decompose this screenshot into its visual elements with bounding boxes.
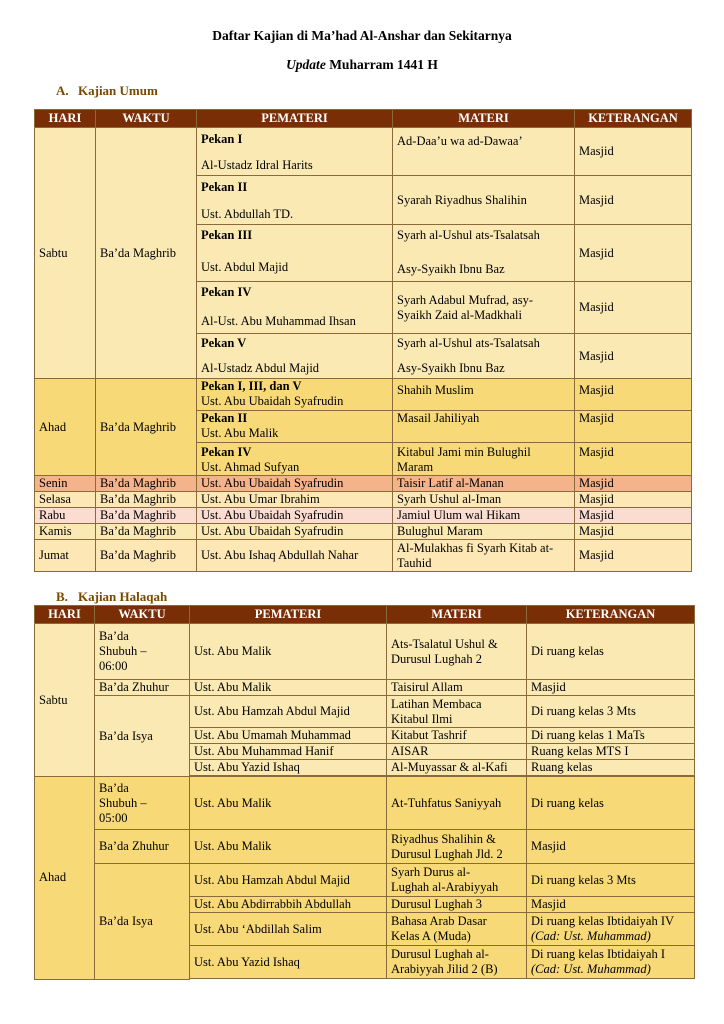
hari-cell: Sabtu [35, 624, 95, 777]
hari-cell: Rabu [35, 508, 96, 524]
pemateri-cell: Pekan II Ust. Abu Malik [197, 411, 393, 443]
pemateri-cell: Ust. Abu Abdirrabbih Abdullah [190, 897, 387, 913]
pemateri-cell: Ust. Abu Muhammad Hanif [190, 744, 387, 760]
keterangan-cell: Di ruang kelas 1 MaTs [527, 728, 695, 744]
pemateri-cell: Ust. Abu Malik [190, 624, 387, 680]
waktu-cell: Ba’da Zhuhur [95, 830, 190, 864]
table-row [35, 680, 695, 696]
table-row [35, 476, 692, 492]
materi-cell: Bulughul Maram [393, 524, 575, 540]
section-b-heading: B. Kajian Halaqah [56, 589, 168, 604]
header-row [35, 606, 695, 624]
materi-cell: At-Tuhfatus Saniyyah [387, 777, 527, 830]
table-row [35, 524, 692, 540]
materi-cell: Syarh Ushul al-Iman [393, 492, 575, 508]
keterangan-cell: Masjid [575, 379, 692, 411]
materi-cell: Al-Mulakhas fi Syarh Kitab at- Tauhid [393, 540, 575, 572]
materi-cell: Riyadhus Shalihin & Durusul Lughah Jld. 2 [387, 830, 527, 864]
pemateri-cell: Ust. Abu Hamzah Abdul Majid [190, 696, 387, 728]
pemateri-cell: Ust. Abu Yazid Ishaq [190, 946, 387, 979]
materi-cell: Syarah Riyadhus Shalihin [393, 176, 575, 225]
keterangan-cell: Masjid [575, 128, 692, 176]
hari-cell: Ahad [35, 379, 96, 476]
pemateri-cell: Ust. Abu Malik [190, 830, 387, 864]
update-word: Update [286, 57, 326, 72]
waktu-cell: Ba’da Zhuhur [95, 680, 190, 696]
col-keterangan: KETERANGAN [527, 606, 695, 624]
keterangan-cell: Masjid [575, 524, 692, 540]
materi-cell: Ats-Tsalatul Ushul & Durusul Lughah 2 [387, 624, 527, 680]
waktu-cell: Ba’da Shubuh – 06:00 [95, 624, 190, 680]
update-line [0, 57, 724, 73]
pemateri-cell: Ust. Abu Umar Ibrahim [197, 492, 393, 508]
keterangan-cell: Ruang kelas [527, 760, 695, 776]
table-row [35, 492, 692, 508]
keterangan-cell: Masjid [527, 680, 695, 696]
materi-cell: Syarh Adabul Mufrad, asy- Syaikh Zaid al-Madkhali [393, 282, 575, 334]
materi-cell: Syarh Durus al- Lughah al-Arabiyyah [387, 864, 527, 897]
pemateri-cell: Ust. Abu Malik [190, 777, 387, 830]
pemateri-cell: Pekan II Ust. Abdullah TD. [197, 176, 393, 225]
materi-cell: Kitabut Tashrif [387, 728, 527, 744]
col-pemateri: PEMATERI [197, 110, 393, 128]
materi-cell: AISAR [387, 744, 527, 760]
keterangan-cell: Di ruang kelas Ibtidaiyah I (Cad: Ust. Muhammad) [527, 946, 695, 979]
waktu-cell: Ba’da Maghrib [96, 524, 197, 540]
table-row [35, 379, 692, 411]
waktu-cell: Ba’da Maghrib [96, 540, 197, 572]
table-row [35, 508, 692, 524]
waktu-cell: Ba’da Maghrib [96, 476, 197, 492]
waktu-cell: Ba’da Maghrib [96, 379, 197, 476]
table-row [35, 128, 692, 176]
pemateri-cell: Ust. Abu Ubaidah Syafrudin [197, 508, 393, 524]
keterangan-cell: Masjid [527, 897, 695, 913]
hari-cell: Selasa [35, 492, 96, 508]
keterangan-cell: Masjid [575, 334, 692, 379]
hari-cell: Jumat [35, 540, 96, 572]
materi-cell: Taisir Latif al-Manan [393, 476, 575, 492]
materi-cell: Durusul Lughah 3 [387, 897, 527, 913]
keterangan-cell: Di ruang kelas [527, 777, 695, 830]
keterangan-cell: Di ruang kelas Ibtidaiyah IV (Cad: Ust. Muhammad) [527, 913, 695, 946]
keterangan-cell: Di ruang kelas [527, 624, 695, 680]
hari-cell: Kamis [35, 524, 96, 540]
col-hari: HARI [35, 606, 95, 624]
materi-cell: Ad-Daa’u wa ad-Dawaa’ [393, 128, 575, 176]
kajian-halaqah-table [34, 605, 695, 980]
materi-cell: Bahasa Arab Dasar Kelas A (Muda) [387, 913, 527, 946]
keterangan-cell: Di ruang kelas 3 Mts [527, 864, 695, 897]
table-row [35, 624, 695, 680]
pemateri-cell: Ust. Abu Malik [190, 680, 387, 696]
keterangan-cell: Masjid [575, 443, 692, 476]
materi-cell: Taisirul Allam [387, 680, 527, 696]
col-waktu: WAKTU [95, 606, 190, 624]
materi-cell: Masail Jahiliyah [393, 411, 575, 443]
pemateri-cell: Ust. Abu Ubaidah Syafrudin [197, 524, 393, 540]
col-materi: MATERI [387, 606, 527, 624]
pemateri-cell: Pekan I, III, dan V Ust. Abu Ubaidah Syafrudin [197, 379, 393, 411]
col-keterangan: KETERANGAN [575, 110, 692, 128]
waktu-cell: Ba’da Shubuh – 05:00 [95, 777, 190, 830]
col-materi: MATERI [393, 110, 575, 128]
update-date: Muharram 1441 H [325, 57, 438, 72]
keterangan-cell: Masjid [575, 508, 692, 524]
keterangan-cell: Masjid [575, 492, 692, 508]
kajian-umum-table [34, 109, 692, 572]
keterangan-cell: Di ruang kelas 3 Mts [527, 696, 695, 728]
header-row [35, 110, 692, 128]
section-a-heading: A. Kajian Umum [56, 83, 158, 98]
keterangan-cell: Masjid [575, 411, 692, 443]
page-title: Daftar Kajian di Ma’had Al-Anshar dan Sekitarnya [212, 28, 512, 43]
col-hari: HARI [35, 110, 96, 128]
keterangan-cell: Masjid [575, 225, 692, 282]
materi-cell: Shahih Muslim [393, 379, 575, 411]
col-waktu: WAKTU [96, 110, 197, 128]
table-row [35, 696, 695, 728]
col-pemateri: PEMATERI [190, 606, 387, 624]
hari-cell: Sabtu [35, 128, 96, 379]
waktu-cell: Ba’da Maghrib [96, 128, 197, 379]
waktu-cell: Ba’da Maghrib [96, 508, 197, 524]
pemateri-cell: Ust. Abu Ubaidah Syafrudin [197, 476, 393, 492]
keterangan-cell: Masjid [527, 830, 695, 864]
materi-cell: Al-Muyassar & al-Kafi [387, 760, 527, 776]
table-row [35, 777, 695, 830]
materi-cell: Jamiul Ulum wal Hikam [393, 508, 575, 524]
table-row [35, 540, 692, 572]
waktu-cell: Ba’da Isya [95, 864, 190, 980]
materi-cell: Latihan Membaca Kitabul Ilmi [387, 696, 527, 728]
pemateri-cell: Pekan V Al-Ustadz Abdul Majid [197, 334, 393, 379]
pemateri-cell: Ust. Abu Umamah Muhammad [190, 728, 387, 744]
table-row [35, 830, 695, 864]
pemateri-cell: Ust. Abu Hamzah Abdul Majid [190, 864, 387, 897]
waktu-cell: Ba’da Isya [95, 696, 190, 777]
keterangan-cell: Masjid [575, 540, 692, 572]
keterangan-cell: Masjid [575, 176, 692, 225]
pemateri-cell: Pekan III Ust. Abdul Majid [197, 225, 393, 282]
materi-cell: Kitabul Jami min Bulughil Maram [393, 443, 575, 476]
waktu-cell: Ba’da Maghrib [96, 492, 197, 508]
keterangan-cell: Ruang kelas MTS I [527, 744, 695, 760]
pemateri-cell: Pekan IV Ust. Ahmad Sufyan [197, 443, 393, 476]
keterangan-cell: Masjid [575, 476, 692, 492]
pemateri-cell: Ust. Abu Yazid Ishaq [190, 760, 387, 776]
hari-cell: Ahad [35, 777, 95, 980]
pemateri-cell: Pekan I Al-Ustadz Idral Harits [197, 128, 393, 176]
table-row [35, 864, 695, 897]
pemateri-cell: Pekan IV Al-Ust. Abu Muhammad Ihsan [197, 282, 393, 334]
keterangan-cell: Masjid [575, 282, 692, 334]
pemateri-cell: Ust. Abu ‘Abdillah Salim [190, 913, 387, 946]
materi-cell: Syarh al-Ushul ats-Tsalatsah Asy-Syaikh Ibnu Baz [393, 225, 575, 282]
materi-cell: Syarh al-Ushul ats-Tsalatsah Asy-Syaikh Ibnu Baz [393, 334, 575, 379]
materi-cell: Durusul Lughah al- Arabiyyah Jilid 2 (B) [387, 946, 527, 979]
pemateri-cell: Ust. Abu Ishaq Abdullah Nahar [197, 540, 393, 572]
hari-cell: Senin [35, 476, 96, 492]
